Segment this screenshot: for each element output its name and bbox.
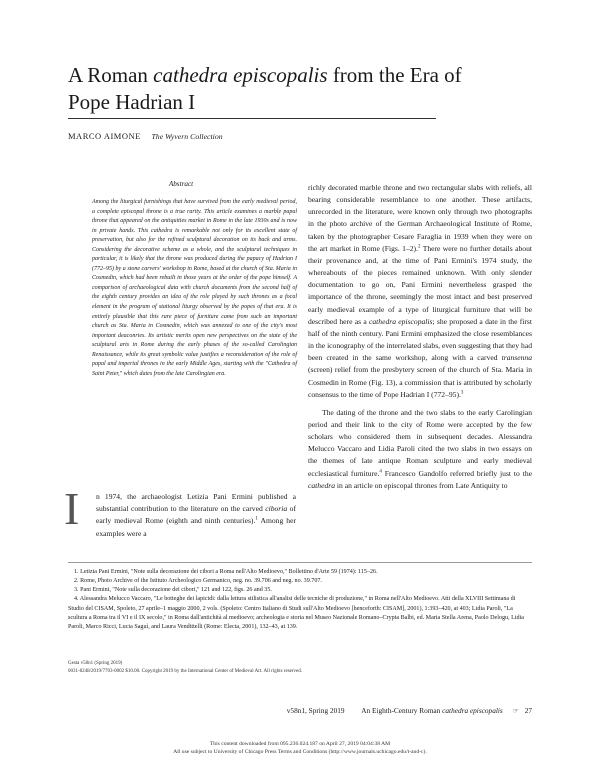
separator	[350, 706, 355, 715]
footnote: 4. Alessandra Melucco Vaccaro, "Le botteghe dei lapicidi: dalla lettura stilistica all'analisi delle tecniche di produzione," in Roma nell'Alto Medioevo. Atti della XLVIII Settimana di Studio del CISAM, Spoleto, 27 aprile–1 maggio 2000, 2 vols. (Spoleto: Centro Italiano di Studi sull'Alto Medioevo [henceforth: CISAM], 2001), 1:393–420, at 403; Lidia Paroli, "La scultura a Roma tra il VI e il IX secolo," in Roma dall'antichità al medioevo; archeologia e storia nel Museo Nazionale Romano–Crypta Balbi, ed. Maria Stella Arena, Paolo Delogu, Lidia Paroli, Marco Ricci, Lucia Saguì, and Laura Vendittelli (Rome: Electa, 2001), 132–43, at 139.	[68, 596, 524, 630]
drop-cap: I	[64, 483, 80, 534]
journal-issue: Gesta v58n1 (Spring 2019)	[68, 661, 123, 666]
intro-paragraph: n 1974, the archaeologist Letizia Pani Ermini published a substantial contribution to the literature on the carved ciboria of early medieval Rome (eighth and ninth centuries).$^1$ Among her examples were a	[96, 492, 296, 538]
footnote-ref[interactable]: 2	[417, 244, 421, 250]
author-name: MARCO AIMONE	[68, 131, 141, 141]
footnotes	[68, 568, 532, 632]
download-notice	[0, 740, 600, 756]
journal-info	[68, 660, 302, 676]
running-footer	[68, 706, 532, 715]
abstract-heading: Abstract	[168, 180, 194, 188]
byline	[68, 131, 223, 141]
copyright-line: 0031-8248/2019/7703-0002 $10.00. Copyright 2019 by the International Center of Medieval Art. All rights reserved.	[68, 669, 302, 674]
abstract-text: Among the liturgical furnishings that have survived from the early medieval period, a complete episcopal throne is a true rarity. This article examines a marble papal throne that appeared on the antiquities market in Rome in the late 1930s and is now in private hands. This cathedra is remarkable not only for its excellent state of preservation, but also for the refined sculptural decoration on its back and arms. Considering the decorative scheme as a whole, and the sculptural techniques in particular, it is likely that the throne was produced during the papacy of Hadrian I (772–95) by a stone carvers' workshop in Rome, based at the church of Sta. Maria in Cosmedin, which had been rebuilt in those years at the order of the pope himself. A comparison of archaeological data with church documents from the second half of the eighth century provides an idea of the role played by such thrones as a focal element in the program of stational liturgy observed by the popes of that era. It is entirely plausible that this rare piece of furniture came from such an important church as Sta. Maria in Cosmedin, which was annexed to one of the city's most important deaconries. Its artistic merits open new perspectives on the state of the sculptural arts in Rome during the early phases of the so-called Carolingian Renaissance, while its great symbolic value justifies a reconsideration of the role of papal and imperial thrones in the early Middle Ages, starting with the "Cathedra of Saint Peter," which dates from the late Carolingian era.	[92, 199, 297, 377]
footnote-ref[interactable]: 4	[379, 469, 382, 475]
running-title: An Eighth-Century Roman cathedra episcopalis	[361, 706, 503, 715]
hand-ornament-icon: ☞	[512, 707, 519, 715]
footnote-ref[interactable]: 3	[460, 390, 464, 396]
right-column	[308, 182, 532, 492]
page-number: 27	[524, 706, 532, 715]
footnote-ref[interactable]: 1	[255, 516, 258, 522]
footnote-rule	[68, 562, 532, 563]
body-paragraph-2: The dating of the throne and the two slabs to the early Carolingian period and their link to the city of Rome were accepted by the few scholars who considered them in subsequent decades. Alessandra Melucco Vaccaro and Lidia Paroli cited the two slabs in two essays on the themes of late antique Roman sculpture and early medieval ecclesiastical furniture.$^4$ Francesco Gandolfo referred briefly just to the cathedra in an article on episcopal thrones from Late Antiquity to	[308, 407, 532, 490]
volume-info: v58n1, Spring 2019	[286, 706, 345, 715]
title-rule	[68, 118, 436, 119]
article-title: A Roman cathedra episcopalis from the Era of Pope Hadrian I	[68, 63, 462, 114]
body-paragraph-1: richly decorated marble throne and two rectangular slabs with reliefs, all bearing considerable resemblance to one another. These artifacts, unrecorded in the literature, were known only through two photographs in the photo archive of the German Archaeological Institute of Rome, taken by the photographer Cesare Faraglia in 1939 when they were on the art market in Rome (Figs. 1–2).$^2$ There were no further details about their provenance and, at the time of Pani Ermini's 1974 study, the whereabouts of the pieces remained unknown. With only slender documentation to go on, Pani Ermini nevertheless grasped the importance of the throne, seemingly the most intact and best preserved early medieval example of a type of liturgical furniture that will be described here as a cathedra episcopalis; she proposed a date in the first half of the ninth century. Pani Ermini emphasized the close resemblances in the iconography of the interrelated slabs, even suggesting that they had been created in the same workshop, along with a carved transenna (screen) relief from the presbytery screen of the church of Sta. Maria in Cosmedin in Rome (Fig. 13), a commission that is attributed by scholarly consensus to the time of Pope Hadrian I (772–95).$^3$	[308, 183, 532, 399]
author-institution: The Wyvern Collection	[151, 132, 223, 141]
terms-line[interactable]: All use subject to University of Chicago Press Terms and Conditions (http://www.journals.uchicago.edu/t-and-c).	[173, 749, 427, 755]
footnote: 2. Rome, Photo Archive of the Istituto Archeologico Germanico, neg. no. 39.706 and neg. no. 39.707.	[74, 578, 322, 585]
download-line: This content downloaded from 095.236.024.187 on April 27, 2019 04:04:38 AM	[209, 741, 391, 747]
footnote: 1. Letizia Pani Ermini, "Note sulla decorazione dei cibori a Roma nell'Alto Medioevo," Bollettino d'Arte 59 (1974): 115–26.	[74, 569, 378, 575]
footnote: 3. Pani Ermini, "Note sulla decorazione dei cibori," 121 and 122, figs. 26 and 35.	[74, 587, 272, 594]
